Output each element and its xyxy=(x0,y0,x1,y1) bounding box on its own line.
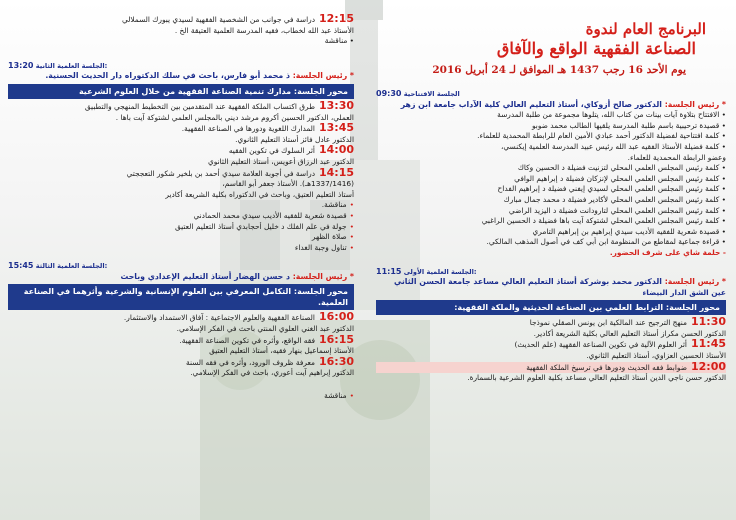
program-title-line2: الصناعة الفقهية الواقع والآفاق xyxy=(496,39,696,58)
session2-item: •صلاة الظهر xyxy=(311,232,354,242)
opening-item: • كلمة رئيس المجلس العلمي المحلي لشتوكة آيت باها فضيلة د الحسين الراغبي xyxy=(481,216,726,226)
opening-item: • كلمة رئيس المجلس العلمي المحلي لتزنيت فضيلة د الحسين وكاك xyxy=(517,163,726,173)
session2-chair: * رئيس الجلسة: ذ محمد أبو فارس، باحث في سلك الدكتوراه دار الحديث الحسنية. xyxy=(45,71,354,81)
session2-talk-speaker: الدكتور عبد الرزاق أعويس، أستاذ التعليم الثانوي xyxy=(208,156,354,166)
session2-talk-cont: العملي، الدكتور الحسين أكروم مرشد ديني بالمجلس العلمي لشتوكة آيت باها . xyxy=(115,112,354,122)
session2-axis-bar: محور الجلسة: مدارك تنمية الصناعة الفقهية من خلال العلوم الشرعية xyxy=(8,84,354,99)
opening-item: • كلمة رئيس المجلس العلمي المحلي لإنزكان فضيلة د إبراهيم الوافي xyxy=(514,173,726,183)
left-top-speaker: الأستاذ عبد الله لخطاب، فقيه المدرسة العلمية العتيقة الخ . xyxy=(174,25,354,35)
opening-item: • كلمة رئيس المجلس العلمي المحلي لتارودانت فضيلة د اليزيد الراضي xyxy=(508,205,726,215)
right-column xyxy=(372,0,732,520)
session3-talk-speaker: الدكتور إبراهيم آيت أعوري، باحث في الفكر الإسلامي. xyxy=(190,368,354,378)
session1-chair-cont: عين الشق الدار البيضاء xyxy=(642,287,726,297)
opening-chair: * رئيس الجلسة: الدكتور صالح أزوكاي، أستاذ التعليم العالي كلية الآداب جامعة ابن زهر xyxy=(400,99,726,109)
session2-talk-cont: (1337/1416هـ). الأستاذ جعفر أبو القاسم، xyxy=(222,179,354,189)
opening-item: • قصيدة ترحيبية باسم طلبة المدرسة يلقيها الطالب محمد ضوبو xyxy=(531,120,726,130)
session2-talk-speaker: الدكتور عادل فائز أستاذ التعليم الثانوي. xyxy=(235,134,354,144)
session1-talk-speaker: الدكتور حسن ناجي الدين أستاذ التعليم العالي مساعد بكلية العلوم الشرعية بالسمارة. xyxy=(467,373,726,383)
session2-item: •مناقشة. xyxy=(321,200,354,210)
opening-item: • قصيدة شعرية للفقيه الأديب سيدي إبراهيم بن إبراهيم التامري xyxy=(532,226,726,236)
opening-item: • قراءة جماعية لمقاطع من المنظومة ابن أبي كف في أصول المذهب المالكي. xyxy=(486,237,726,247)
session3-talk-speaker: الدكتور عبد الغني العلوي المنتي باحث في الفكر الإسلامي. xyxy=(176,324,354,334)
session2-talk-speaker: أستاذ التعليم العتيق، وباحث في الدكتوراه بكلية الشريعة أكادير xyxy=(165,189,354,199)
session1-axis-bar: محور الجلسة: الترابط العلمي بين الصناعة الحديثية والملكة الفقهية: xyxy=(376,300,726,315)
session3-item: •مناقشة xyxy=(324,390,354,400)
program-title-line1: البرنامج العام لندوة xyxy=(585,20,706,38)
session3-talk: 16:30معرفة ظروف الورود، وأثره في فقه السنة xyxy=(186,356,354,368)
session1-talk: 11:45أثر العلوم الآلية في تكوين الصناعة الفقهية (علم الحديث) xyxy=(514,339,726,351)
session1-talk-speaker: الدكتور الحسن مكراز أستاذ التعليم العالي بكلية الشريعة أكادير. xyxy=(533,328,726,338)
opening-item: • كلمة فضيلة الأستاذ الفقيه عبد الله رئيس عبيد المدرسة العلمية إيكنسي، xyxy=(501,141,726,151)
session1-talk: 12:00ضوابط فقه الحديث ودورها في ترسيخ الملكة الفقهية xyxy=(376,362,726,374)
session2-label: 13:20 الجلسة العلمية الثانية: xyxy=(8,60,108,70)
session2-item: •قصيدة شعرية للفقيه الأديب سيدي محمد الحمادني xyxy=(193,210,354,220)
opening-item: • الافتتاح بتلاوة آيات بينات من كتاب الله، يتلوها مجموعة من طلبة المدرسة xyxy=(497,110,726,120)
session1-talk-speaker: الأستاذ الحسين العزاوي، أستاذ التعليم الثانوي. xyxy=(586,351,726,361)
opening-item: • كلمة افتتاحية لفضيلة الدكتور أحمد عبادي الأمين العام للرابطة المحمدية للعلماء. xyxy=(477,131,726,141)
session3-talk: 16:00الصناعة الفقهية والعلوم الاجتماعية : آفاق الاستمداد والاستثمار. xyxy=(123,312,354,324)
session2-item: •تناول وجبة الغداء xyxy=(294,242,354,252)
session3-chair: * رئيس الجلسة: د حسن الهضار أستاذ التعليم الإعدادي وباحث xyxy=(120,271,354,281)
opening-break: - حلمة شاي على شرف الحضور. xyxy=(609,247,726,257)
session-opening-label: 09:30 الجلسة الافتتاحية xyxy=(376,89,460,98)
session2-talk: 13:30طرق اكتساب الملكة الفقهية عند المتقدمين بين التخطيط المنهجي والتطبيق xyxy=(84,100,354,112)
opening-item: • كلمة رئيس المجلس العلمي المحلي لسيدي إيفني فضيلة د إبراهيم الفداح xyxy=(497,184,726,194)
session2-talk: 14:15دراسة في أجوبة العلامة سيدي أحمد بن بلخير شكور التعججتي xyxy=(126,167,354,179)
opening-item: • كلمة رئيس المجلس العلمي المحلي لأكادير فضيلة د محمد جمال مبارك xyxy=(503,194,726,204)
session1-talk: 11:30منهج الترجيح عند المالكية ابن يونس الصقلي نموذجا xyxy=(529,317,726,329)
session1-label: 11:15 الجلسة العلمية الأولى: xyxy=(376,266,477,276)
session3-label: 15:45 الجلسة العلمية الثالثة: xyxy=(8,261,108,271)
session2-talk: 14:00أثر السلوك في تكوين الفقيه xyxy=(228,145,354,157)
program-date: يوم الأحد 16 رجب 1437 هـ الموافق لـ 24 أبريل 2016 xyxy=(432,64,686,76)
opening-item: وعضو الرابطة المحمدية للعلماء. xyxy=(627,152,726,162)
session3-talk-speaker: الأستاذ إسماعيل بنهار فقيه، أستاذ التعليم العتيق xyxy=(209,346,354,356)
session3-axis-bar: محور الجلسة: التكامل المعرفي بين العلوم الإنسانية والشرعية وأثرهما في الصناعة العلمية. xyxy=(8,284,354,310)
left-column xyxy=(4,0,360,520)
left-top-item: • مناقشة xyxy=(324,36,354,46)
session1-chair: * رئيس الجلسة: الدكتور محمد بوشركة أستاذ التعليم العالي مساعد جامعة الحسن الثاني xyxy=(393,277,726,287)
left-top-talk: 12:15دراسة في جوانب من الشخصية الفقهية لسيدي يبورك السملالي xyxy=(121,14,354,25)
session3-talk xyxy=(8,379,354,391)
session3-talk: 16:15فقه الواقع، وأثره في تكوين الصناعة الفقهية. xyxy=(179,334,354,346)
session2-item: •جولة في علم الفلك د خليل أحجابدي أستاذ التعليم العتيق xyxy=(174,221,354,231)
session2-talk: 13:45المدارك اللغوية ودورها في الصناعة الفقهية. xyxy=(181,123,354,135)
